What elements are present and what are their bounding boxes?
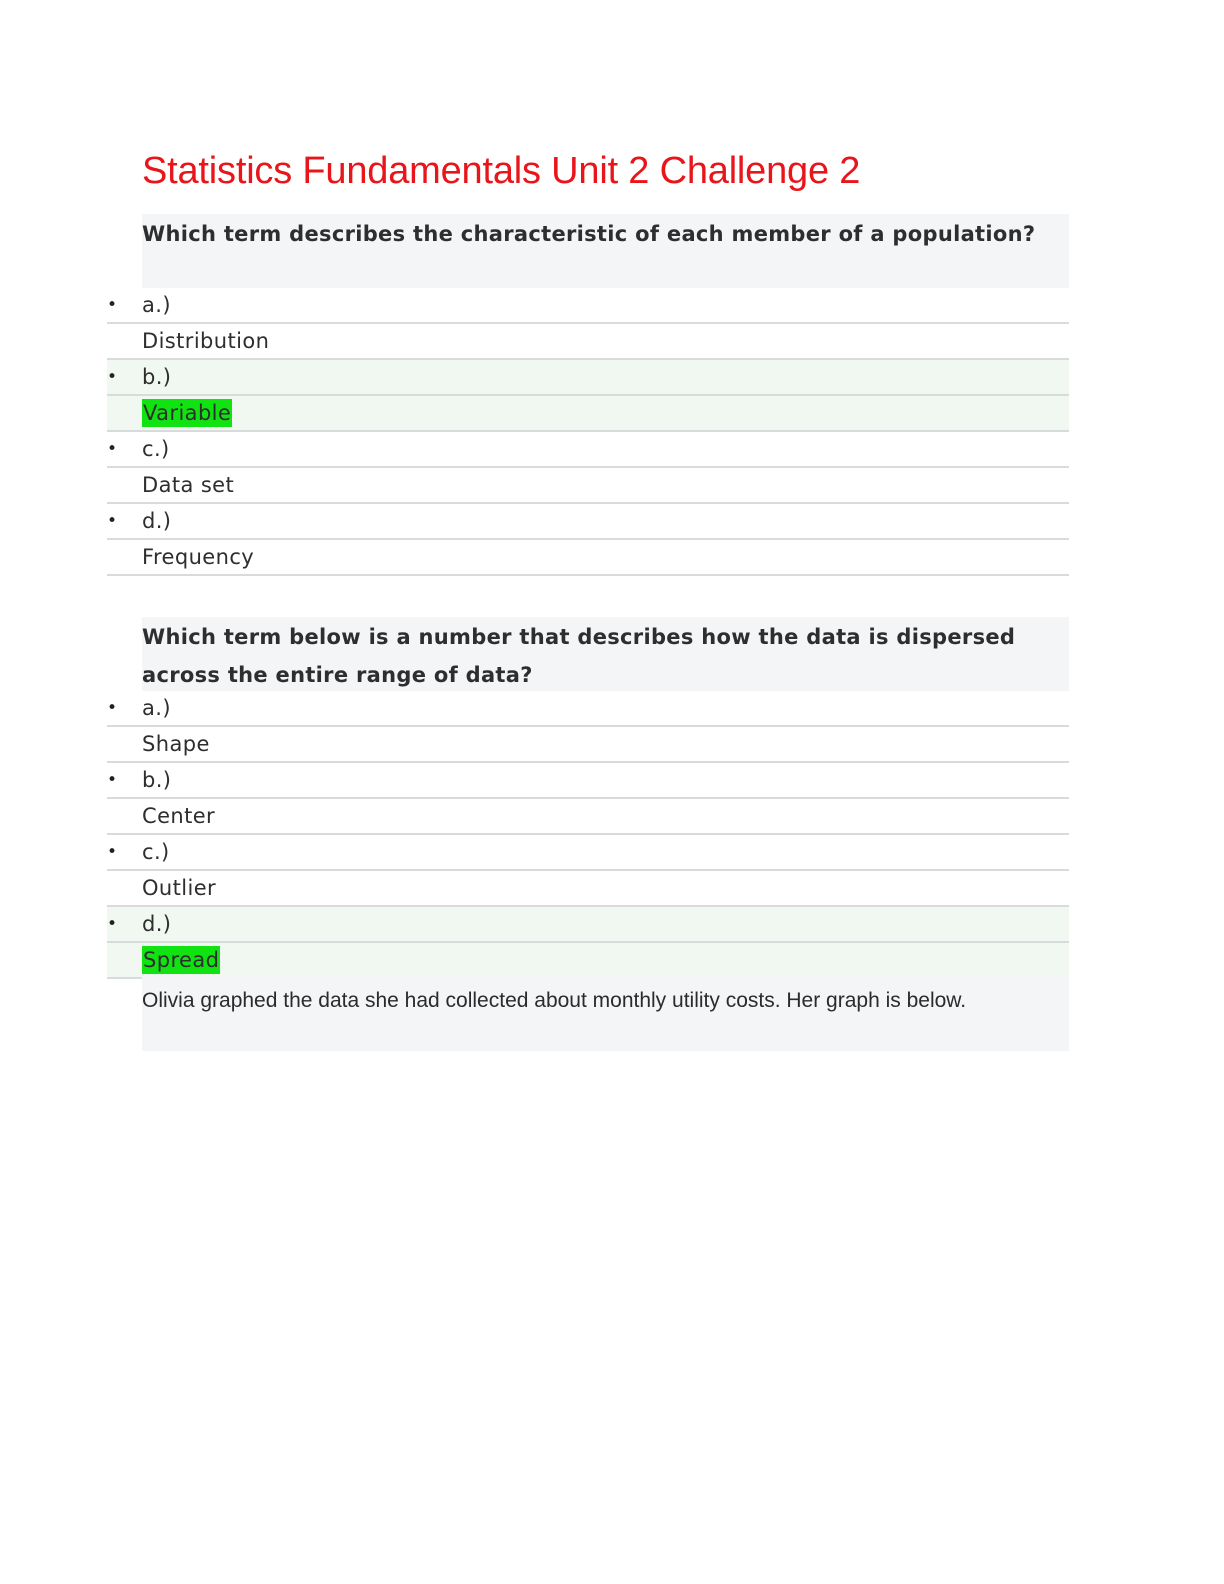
bullet-icon: •: [107, 295, 118, 315]
option-letter-row: [107, 504, 1069, 540]
option-letter: a.): [142, 696, 171, 720]
option-answer[interactable]: Outlier: [142, 876, 217, 900]
option-answer-row[interactable]: [107, 324, 1069, 360]
bullet-icon: •: [107, 439, 118, 459]
option-answer-row[interactable]: [107, 468, 1069, 504]
option-letter-row: [107, 835, 1069, 871]
option-letter: d.): [142, 509, 172, 533]
option-letter-row: [107, 691, 1069, 727]
option-answer[interactable]: Data set: [142, 473, 235, 497]
option-answer-row[interactable]: [107, 727, 1069, 763]
bullet-icon: •: [107, 367, 118, 387]
option-letter: a.): [142, 293, 171, 317]
page-title: Statistics Fundamentals Unit 2 Challenge 2: [142, 150, 861, 192]
option-letter-row: [107, 432, 1069, 468]
option-letter: b.): [142, 768, 172, 792]
question-1-options: [107, 288, 1069, 576]
option-letter-row: [107, 907, 1069, 943]
question-2-text: Which term below is a number that describes how the data is dispersed across the entire range of data?: [142, 625, 1016, 687]
passage-block: [142, 976, 1069, 1051]
option-letter: d.): [142, 912, 172, 936]
option-letter: c.): [142, 437, 170, 461]
option-answer-row-correct[interactable]: [107, 943, 1069, 979]
option-answer[interactable]: Shape: [142, 732, 210, 756]
option-letter: c.): [142, 840, 170, 864]
bullet-icon: •: [107, 511, 118, 531]
option-answer-correct[interactable]: Spread: [143, 948, 220, 972]
option-letter-row: [107, 288, 1069, 324]
bullet-icon: •: [107, 770, 118, 790]
option-letter-row: [107, 763, 1069, 799]
option-answer-row-correct[interactable]: [107, 396, 1069, 432]
option-answer[interactable]: Center: [142, 804, 216, 828]
option-answer[interactable]: Frequency: [142, 545, 255, 569]
question-1-prompt: [142, 214, 1069, 288]
bullet-icon: •: [107, 698, 118, 718]
option-answer-row[interactable]: [107, 540, 1069, 576]
question-2-prompt: [142, 617, 1069, 691]
bullet-icon: •: [107, 914, 118, 934]
question-1-text: Which term describes the characteristic of each member of a population?: [142, 222, 1036, 246]
bullet-icon: •: [107, 842, 118, 862]
option-letter-row: [107, 360, 1069, 396]
option-answer-correct[interactable]: Variable: [143, 401, 232, 425]
option-letter: b.): [142, 365, 172, 389]
option-answer-row[interactable]: [107, 799, 1069, 835]
option-answer-row[interactable]: [107, 871, 1069, 907]
question-2-options: [107, 691, 1069, 979]
option-answer[interactable]: Distribution: [142, 329, 270, 353]
passage-text: Olivia graphed the data she had collected about monthly utility costs. Her graph is below.: [142, 989, 967, 1012]
